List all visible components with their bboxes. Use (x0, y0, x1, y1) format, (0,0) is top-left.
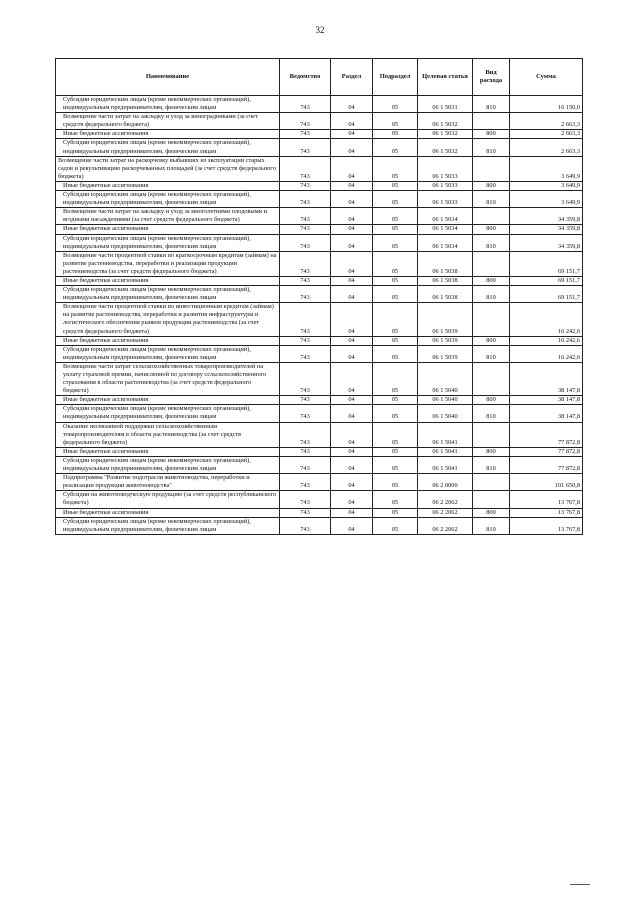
cell-vedomstvo: 743 (280, 96, 331, 113)
cell-summa: 13 767,8 (510, 517, 583, 534)
cell-celevaya-statya: 06 1 5034 (418, 234, 473, 251)
cell-celevaya-statya: 06 1 5033 (418, 191, 473, 208)
cell-vedomstvo: 743 (280, 234, 331, 251)
cell-podrazdel: 05 (373, 474, 418, 491)
cell-podrazdel: 05 (373, 491, 418, 508)
cell-name: Субсидии юридическим лицам (кроме некоммерческих организаций), индивидуальным предпринимателям, физическим лицам (56, 139, 280, 156)
cell-summa: 77 872,8 (510, 456, 583, 473)
cell-vid-raskhoda: 800 (473, 130, 510, 139)
cell-vid-raskhoda: 800 (473, 181, 510, 190)
cell-summa: 16 242,6 (510, 303, 583, 336)
table-row (56, 276, 583, 285)
cell-razdel: 04 (331, 234, 373, 251)
table-row (56, 208, 583, 225)
cell-name: Оказание несвязанной поддержки сельскохозяйственным товаропроизводителям в области растениеводства (за счет средств федерального бюджета) (56, 422, 280, 447)
cell-vedomstvo: 743 (280, 139, 331, 156)
cell-razdel: 04 (331, 156, 373, 181)
cell-name: Иные бюджетные ассигнования (56, 396, 280, 405)
cell-celevaya-statya: 06 1 5034 (418, 225, 473, 234)
cell-vedomstvo: 743 (280, 422, 331, 447)
table-row (56, 336, 583, 345)
cell-podrazdel: 05 (373, 303, 418, 336)
cell-razdel: 04 (331, 508, 373, 517)
cell-podrazdel: 05 (373, 208, 418, 225)
cell-summa: 38 147,8 (510, 396, 583, 405)
cell-vid-raskhoda: 810 (473, 234, 510, 251)
table-row (56, 303, 583, 336)
cell-name: Возмещение части затрат на закладку и уход за виноградниками (за счет средств федерального бюджета) (56, 113, 280, 130)
table-row (56, 405, 583, 422)
table-row (56, 139, 583, 156)
table-row (56, 422, 583, 447)
cell-vid-raskhoda: 810 (473, 191, 510, 208)
cell-summa: 13 767,8 (510, 508, 583, 517)
cell-summa: 38 147,8 (510, 405, 583, 422)
table-row (56, 130, 583, 139)
cell-podrazdel: 05 (373, 405, 418, 422)
cell-podrazdel: 05 (373, 456, 418, 473)
cell-summa: 16 242,6 (510, 345, 583, 362)
cell-celevaya-statya: 06 1 5032 (418, 130, 473, 139)
cell-celevaya-statya: 06 1 5041 (418, 447, 473, 456)
cell-razdel: 04 (331, 130, 373, 139)
cell-vid-raskhoda: 810 (473, 286, 510, 303)
cell-razdel: 04 (331, 181, 373, 190)
cell-name: Иные бюджетные ассигнования (56, 336, 280, 345)
column-header-name: Наименование (56, 59, 280, 96)
column-header-vedomstvo: Ведомство (280, 59, 331, 96)
cell-razdel: 04 (331, 208, 373, 225)
cell-summa: 34 359,8 (510, 234, 583, 251)
cell-celevaya-statya: 06 2 2062 (418, 508, 473, 517)
cell-celevaya-statya: 06 1 5040 (418, 396, 473, 405)
cell-summa: 77 872,8 (510, 447, 583, 456)
cell-razdel: 04 (331, 456, 373, 473)
cell-vid-raskhoda (473, 208, 510, 225)
cell-vedomstvo: 743 (280, 286, 331, 303)
cell-podrazdel: 05 (373, 113, 418, 130)
cell-summa: 69 151,7 (510, 276, 583, 285)
cell-vid-raskhoda: 800 (473, 508, 510, 517)
cell-vedomstvo: 743 (280, 191, 331, 208)
budget-table (55, 58, 583, 535)
cell-razdel: 04 (331, 491, 373, 508)
cell-vedomstvo: 743 (280, 491, 331, 508)
cell-summa: 3 649,9 (510, 181, 583, 190)
cell-razdel: 04 (331, 474, 373, 491)
cell-vedomstvo: 743 (280, 156, 331, 181)
cell-vid-raskhoda: 800 (473, 225, 510, 234)
cell-razdel: 04 (331, 336, 373, 345)
table-row (56, 191, 583, 208)
cell-podrazdel: 05 (373, 234, 418, 251)
cell-vid-raskhoda: 800 (473, 396, 510, 405)
cell-vedomstvo: 743 (280, 474, 331, 491)
cell-razdel: 04 (331, 225, 373, 234)
cell-vedomstvo: 743 (280, 130, 331, 139)
cell-vid-raskhoda: 810 (473, 517, 510, 534)
table-row (56, 491, 583, 508)
cell-razdel: 04 (331, 303, 373, 336)
cell-celevaya-statya: 06 2 2062 (418, 517, 473, 534)
cell-podrazdel: 05 (373, 156, 418, 181)
cell-razdel: 04 (331, 345, 373, 362)
cell-summa: 16 242,6 (510, 336, 583, 345)
cell-razdel: 04 (331, 362, 373, 395)
cell-summa: 34 359,8 (510, 208, 583, 225)
cell-summa: 101 650,8 (510, 474, 583, 491)
page-number: 32 (315, 25, 325, 35)
cell-vid-raskhoda: 800 (473, 447, 510, 456)
cell-vedomstvo: 743 (280, 517, 331, 534)
cell-name: Иные бюджетные ассигнования (56, 276, 280, 285)
table-row (56, 362, 583, 395)
cell-vid-raskhoda: 810 (473, 96, 510, 113)
cell-summa: 3 649,9 (510, 191, 583, 208)
cell-podrazdel: 05 (373, 276, 418, 285)
table-row (56, 156, 583, 181)
cell-vid-raskhoda: 810 (473, 345, 510, 362)
cell-vedomstvo: 743 (280, 303, 331, 336)
cell-vid-raskhoda: 800 (473, 336, 510, 345)
cell-vid-raskhoda: 800 (473, 276, 510, 285)
table-row (56, 456, 583, 473)
cell-razdel: 04 (331, 517, 373, 534)
table-row (56, 447, 583, 456)
table-row (56, 396, 583, 405)
cell-vid-raskhoda (473, 422, 510, 447)
cell-celevaya-statya: 06 1 5032 (418, 113, 473, 130)
cell-vedomstvo: 743 (280, 456, 331, 473)
cell-name: Субсидии юридическим лицам (кроме некоммерческих организаций), индивидуальным предпринимателям, физическим лицам (56, 286, 280, 303)
cell-summa: 2 663,3 (510, 139, 583, 156)
cell-podrazdel: 05 (373, 396, 418, 405)
cell-name: Субсидии юридическим лицам (кроме некоммерческих организаций), индивидуальным предпринимателям, физическим лицам (56, 345, 280, 362)
cell-celevaya-statya: 06 1 5041 (418, 422, 473, 447)
cell-name: Субсидии юридическим лицам (кроме некоммерческих организаций), индивидуальным предпринимателям, физическим лицам (56, 405, 280, 422)
cell-vid-raskhoda (473, 491, 510, 508)
cell-name: Иные бюджетные ассигнования (56, 447, 280, 456)
cell-name: Иные бюджетные ассигнования (56, 225, 280, 234)
cell-razdel: 04 (331, 251, 373, 276)
cell-celevaya-statya: 06 1 5034 (418, 208, 473, 225)
cell-vid-raskhoda (473, 156, 510, 181)
cell-celevaya-statya: 06 1 5033 (418, 181, 473, 190)
cell-vedomstvo: 743 (280, 396, 331, 405)
cell-vedomstvo: 743 (280, 362, 331, 395)
cell-vid-raskhoda (473, 113, 510, 130)
cell-razdel: 04 (331, 447, 373, 456)
cell-vid-raskhoda (473, 303, 510, 336)
cell-vedomstvo: 743 (280, 405, 331, 422)
cell-summa: 34 359,8 (510, 225, 583, 234)
cell-celevaya-statya: 06 1 5039 (418, 345, 473, 362)
cell-razdel: 04 (331, 396, 373, 405)
cell-podrazdel: 05 (373, 517, 418, 534)
cell-celevaya-statya: 06 1 5040 (418, 405, 473, 422)
cell-name: Иные бюджетные ассигнования (56, 130, 280, 139)
cell-celevaya-statya: 06 1 5039 (418, 303, 473, 336)
cell-vedomstvo: 743 (280, 251, 331, 276)
cell-summa: 69 151,7 (510, 251, 583, 276)
cell-name: Иные бюджетные ассигнования (56, 181, 280, 190)
cell-name: Возмещение части процентной ставки по краткосрочным кредитам (займам) на развитие растениеводства, переработки и реализации продукции растениеводства (за счет средств федерального бюджета) (56, 251, 280, 276)
cell-razdel: 04 (331, 286, 373, 303)
cell-razdel: 04 (331, 191, 373, 208)
table-row (56, 251, 583, 276)
cell-summa: 77 872,8 (510, 422, 583, 447)
cell-summa: 38 147,8 (510, 362, 583, 395)
column-header-podrazdel: Подраздел (373, 59, 418, 96)
table-row (56, 474, 583, 491)
cell-vid-raskhoda (473, 251, 510, 276)
cell-celevaya-statya: 06 2 0000 (418, 474, 473, 491)
cell-name: Возмещение части затрат на раскорчевку выбывших из эксплуатации старых садов и рекультивацию раскорчеванных площадей (за счет средств федерального бюджета) (56, 156, 280, 181)
cell-name: Субсидии на животноводческую продукцию (за счет средств республиканского бюджета) (56, 491, 280, 508)
cell-celevaya-statya: 06 1 5038 (418, 286, 473, 303)
cell-name: Подпрограмма "Развитие подотрасли животноводства, переработки и реализации продукции животноводства" (56, 474, 280, 491)
cell-celevaya-statya: 06 1 5031 (418, 96, 473, 113)
cell-podrazdel: 05 (373, 286, 418, 303)
cell-name: Возмещение части процентной ставки по инвестиционным кредитам (займам) на развитие растениеводства, переработки и развития инфраструктуры и логистического обеспечения рынков продукции растениеводства (за счет средств федерального бюджета) (56, 303, 280, 336)
cell-podrazdel: 05 (373, 225, 418, 234)
table-body (56, 96, 583, 535)
cell-razdel: 04 (331, 96, 373, 113)
cell-celevaya-statya: 06 1 5032 (418, 139, 473, 156)
table-row (56, 113, 583, 130)
cell-vedomstvo: 743 (280, 208, 331, 225)
cell-summa: 2 663,3 (510, 130, 583, 139)
cell-name: Возмещение части затрат сельскохозяйственных товаропроизводителей на уплату страховой премии, начисленной по договору сельскохозяйственного страхования в области растениеводства (за счет средств федерального бюджета) (56, 362, 280, 395)
cell-razdel: 04 (331, 113, 373, 130)
cell-podrazdel: 05 (373, 191, 418, 208)
cell-summa: 13 767,8 (510, 491, 583, 508)
table-header-row (56, 59, 583, 96)
table-row (56, 234, 583, 251)
cell-vedomstvo: 743 (280, 181, 331, 190)
cell-vedomstvo: 743 (280, 447, 331, 456)
cell-vedomstvo: 743 (280, 225, 331, 234)
cell-vid-raskhoda (473, 474, 510, 491)
cell-vedomstvo: 743 (280, 508, 331, 517)
cell-celevaya-statya: 06 1 5038 (418, 251, 473, 276)
cell-vedomstvo: 743 (280, 113, 331, 130)
column-header-vid-raskhoda: Вид расхода (473, 59, 510, 96)
cell-razdel: 04 (331, 422, 373, 447)
cell-summa: 16 150,0 (510, 96, 583, 113)
cell-podrazdel: 05 (373, 139, 418, 156)
cell-vedomstvo: 743 (280, 345, 331, 362)
cell-summa: 3 649,9 (510, 156, 583, 181)
cell-podrazdel: 05 (373, 362, 418, 395)
cell-celevaya-statya: 06 2 2062 (418, 491, 473, 508)
cell-vid-raskhoda: 810 (473, 405, 510, 422)
cell-razdel: 04 (331, 139, 373, 156)
table-row (56, 286, 583, 303)
column-header-celevaya-statya: Целевая статья (418, 59, 473, 96)
cell-vid-raskhoda: 810 (473, 139, 510, 156)
cell-summa: 2 663,3 (510, 113, 583, 130)
cell-celevaya-statya: 06 1 5033 (418, 156, 473, 181)
cell-podrazdel: 05 (373, 181, 418, 190)
cell-summa: 69 151,7 (510, 286, 583, 303)
cell-celevaya-statya: 06 1 5039 (418, 336, 473, 345)
footer-rule (570, 884, 590, 885)
cell-podrazdel: 05 (373, 447, 418, 456)
cell-name: Субсидии юридическим лицам (кроме некоммерческих организаций), индивидуальным предпринимателям, физическим лицам (56, 234, 280, 251)
cell-name: Субсидии юридическим лицам (кроме некоммерческих организаций), индивидуальным предпринимателям, физическим лицам (56, 96, 280, 113)
column-header-summa: Сумма (510, 59, 583, 96)
cell-podrazdel: 05 (373, 130, 418, 139)
cell-vedomstvo: 743 (280, 336, 331, 345)
cell-vedomstvo: 743 (280, 276, 331, 285)
cell-name: Возмещение части затрат на закладку и уход за многолетними плодовыми и ягодными насаждениями (за счет средств федерального бюджета) (56, 208, 280, 225)
cell-podrazdel: 05 (373, 508, 418, 517)
cell-podrazdel: 05 (373, 422, 418, 447)
cell-podrazdel: 05 (373, 336, 418, 345)
table-row (56, 225, 583, 234)
cell-vid-raskhoda (473, 362, 510, 395)
table-row (56, 508, 583, 517)
cell-celevaya-statya: 06 1 5038 (418, 276, 473, 285)
table-row (56, 517, 583, 534)
cell-name: Субсидии юридическим лицам (кроме некоммерческих организаций), индивидуальным предпринимателям, физическим лицам (56, 456, 280, 473)
table-row (56, 345, 583, 362)
cell-razdel: 04 (331, 405, 373, 422)
cell-razdel: 04 (331, 276, 373, 285)
cell-name: Субсидии юридическим лицам (кроме некоммерческих организаций), индивидуальным предпринимателям, физическим лицам (56, 517, 280, 534)
cell-podrazdel: 05 (373, 345, 418, 362)
cell-celevaya-statya: 06 1 5040 (418, 362, 473, 395)
cell-podrazdel: 05 (373, 96, 418, 113)
cell-name: Иные бюджетные ассигнования (56, 508, 280, 517)
cell-podrazdel: 05 (373, 251, 418, 276)
cell-vid-raskhoda: 810 (473, 456, 510, 473)
table-row (56, 96, 583, 113)
cell-name: Субсидии юридическим лицам (кроме некоммерческих организаций), индивидуальным предпринимателям, физическим лицам (56, 191, 280, 208)
column-header-razdel: Раздел (331, 59, 373, 96)
cell-celevaya-statya: 06 1 5041 (418, 456, 473, 473)
table-row (56, 181, 583, 190)
